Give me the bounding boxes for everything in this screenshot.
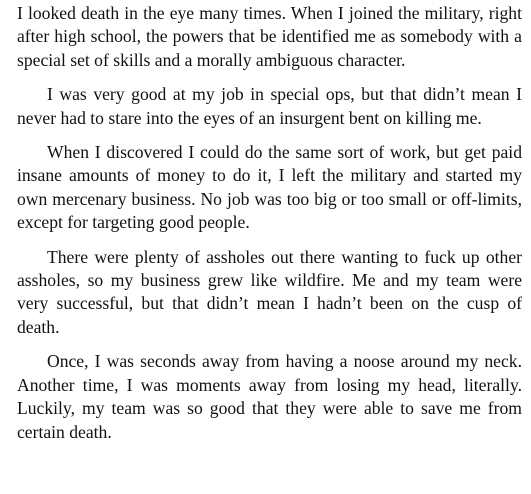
paragraph-5: Once, I was seconds away from having a noose around my neck. Another time, I was moments away from losing my head, literally. Luckily, my team was so good that they were able to save me from certain death. (17, 351, 522, 442)
paragraph-4: There were plenty of assholes out there wanting to fuck up other assholes, so my business grew like wildfire. Me and my team were very successful, but that didn’t mean I hadn’t been on the cusp of death. (17, 246, 522, 337)
paragraph-1: I looked death in the eye many times. When I joined the military, right after high school, the powers that be identified me as somebody with a special set of skills and a morally ambiguous character. (17, 3, 522, 70)
paragraph-2: I was very good at my job in special ops, but that didn’t mean I never had to stare into the eyes of an insurgent bent on killing me. (17, 84, 522, 128)
paragraph-3: When I discovered I could do the same sort of work, but get paid insane amounts of money to do it, I left the military and started my own mercenary business. No job was too big or too small or off-limits, except for targeting good people. (17, 142, 522, 233)
